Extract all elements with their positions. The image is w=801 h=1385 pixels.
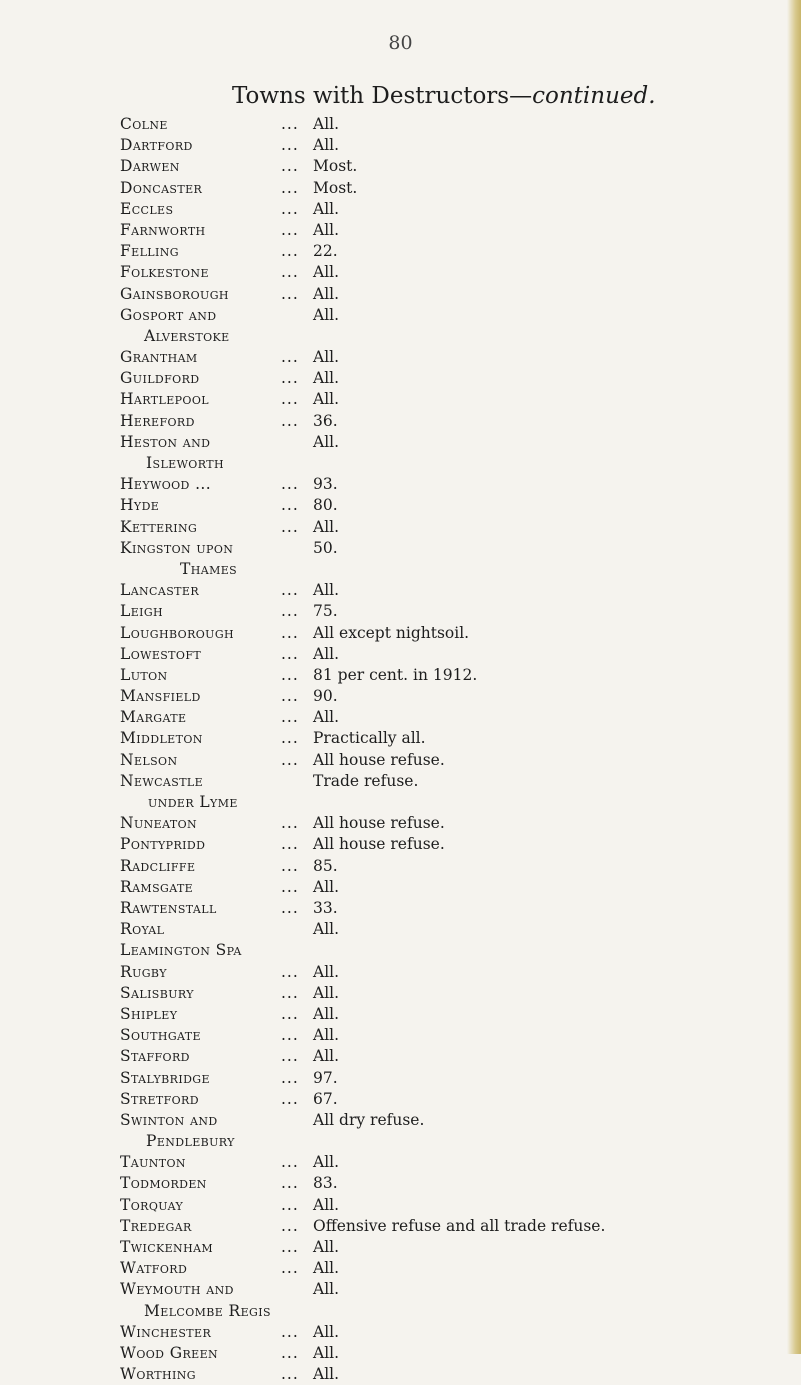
leader-dots: ... <box>281 475 299 494</box>
refuse-value: 90. <box>313 687 338 706</box>
town-name: Nuneaton <box>120 814 198 833</box>
town-name: Darwen <box>120 157 180 176</box>
list-item <box>0 135 801 156</box>
refuse-value: All. <box>313 1365 340 1384</box>
leader-dots: ... <box>281 1047 299 1066</box>
leader-dots: ... <box>281 581 299 600</box>
list-item <box>0 771 801 813</box>
list-item <box>0 220 801 241</box>
town-name: Felling <box>120 242 179 261</box>
town-name: Leigh <box>120 602 164 621</box>
refuse-value: All. <box>313 1026 340 1045</box>
town-name: Stretford <box>120 1089 199 1108</box>
leader-dots: ... <box>281 220 299 239</box>
list-item <box>0 1258 801 1279</box>
town-name: Weymouth and <box>120 1280 234 1299</box>
leader-dots: ... <box>281 1238 299 1257</box>
town-name: Heywood ... <box>120 475 212 494</box>
leader-dots: ... <box>281 1322 299 1341</box>
town-name: Royal <box>120 920 165 939</box>
town-name: Heston and <box>120 432 211 451</box>
refuse-value: 36. <box>313 411 338 430</box>
leader-dots: ... <box>281 856 299 875</box>
heading-italic: continued. <box>532 83 656 109</box>
town-name: Wood Green <box>120 1343 219 1362</box>
refuse-value: All. <box>313 708 340 727</box>
leader-dots: ... <box>281 242 299 261</box>
town-name: Hereford <box>120 411 195 430</box>
list-item <box>0 962 801 983</box>
leader-dots: ... <box>281 369 299 388</box>
leader-dots: ... <box>281 835 299 854</box>
refuse-value: 22. <box>313 242 338 261</box>
heading-text: Towns with Destructors— <box>232 83 533 109</box>
refuse-value: All. <box>313 581 340 600</box>
leader-dots: ... <box>281 496 299 515</box>
town-name: Lancaster <box>120 581 200 600</box>
town-name: Lowestoft <box>120 644 202 663</box>
town-name: Luton <box>120 665 168 684</box>
refuse-value: All. <box>313 1153 340 1172</box>
town-name: Rugby <box>120 962 167 981</box>
list-item <box>0 199 801 220</box>
page-heading <box>232 83 656 109</box>
refuse-value: Offensive refuse and all trade refuse. <box>313 1216 606 1235</box>
list-item <box>0 601 801 622</box>
town-name: Stafford <box>120 1047 190 1066</box>
town-name: Nelson <box>120 750 178 769</box>
refuse-value: 97. <box>313 1068 338 1087</box>
refuse-value: 81 per cent. in 1912. <box>313 665 478 684</box>
list-item <box>0 389 801 410</box>
list-item <box>0 114 801 135</box>
list-item <box>0 368 801 389</box>
leader-dots: ... <box>281 517 299 536</box>
leader-dots: ... <box>281 199 299 218</box>
page-edge <box>787 0 801 1354</box>
town-name: Stalybridge <box>120 1068 210 1087</box>
list-item <box>0 305 801 347</box>
town-name: Colne <box>120 115 168 133</box>
list-item <box>0 1089 801 1110</box>
town-name: Shipley <box>120 1004 178 1023</box>
town-name: Kingston upon <box>120 538 234 557</box>
leader-dots: ... <box>281 136 299 155</box>
list-item <box>0 1152 801 1173</box>
leader-dots: ... <box>281 1365 299 1384</box>
leader-dots: ... <box>281 411 299 430</box>
refuse-value: All house refuse. <box>313 835 445 854</box>
refuse-value: All. <box>313 644 340 663</box>
leader-dots: ... <box>281 602 299 621</box>
refuse-value: All. <box>313 517 340 536</box>
list-item <box>0 1004 801 1025</box>
refuse-value: All. <box>313 115 340 133</box>
leader-dots: ... <box>281 263 299 282</box>
list-item <box>0 919 801 961</box>
refuse-value: 80. <box>313 496 338 515</box>
leader-dots: ... <box>281 665 299 684</box>
town-name-continued: Leamington Spa <box>120 941 242 960</box>
leader-dots: ... <box>281 644 299 663</box>
list-item <box>0 411 801 432</box>
leader-dots: ... <box>281 1153 299 1172</box>
leader-dots: ... <box>281 1089 299 1108</box>
town-name: Torquay <box>120 1195 184 1214</box>
list-item <box>0 178 801 199</box>
town-name: Ramsgate <box>120 877 194 896</box>
list-item <box>0 898 801 919</box>
refuse-value: 93. <box>313 475 338 494</box>
town-name: Guildford <box>120 369 200 388</box>
town-name: Gosport and <box>120 305 217 324</box>
town-name: Folkestone <box>120 263 209 282</box>
leader-dots: ... <box>281 623 299 642</box>
town-name: Doncaster <box>120 178 203 197</box>
town-name: Gainsborough <box>120 284 229 303</box>
refuse-value: All. <box>313 348 340 367</box>
town-name-continued: Melcombe Regis <box>144 1301 271 1320</box>
refuse-value: All. <box>313 1322 340 1341</box>
refuse-value: All dry refuse. <box>313 1110 425 1129</box>
list-item <box>0 1110 801 1152</box>
refuse-value: 85. <box>313 856 338 875</box>
town-name: Salisbury <box>120 983 194 1002</box>
refuse-value: 50. <box>313 538 338 557</box>
list-item <box>0 623 801 644</box>
leader-dots: ... <box>281 115 299 133</box>
leader-dots: ... <box>281 1068 299 1087</box>
list-item <box>0 156 801 177</box>
town-name: Grantham <box>120 348 198 367</box>
list-item <box>0 517 801 538</box>
refuse-value: All. <box>313 284 340 303</box>
list-item <box>0 241 801 262</box>
refuse-value: All. <box>313 220 340 239</box>
refuse-value: Most. <box>313 157 358 176</box>
list-item <box>0 856 801 877</box>
town-name-continued: under Lyme <box>148 793 238 812</box>
leader-dots: ... <box>281 962 299 981</box>
list-item <box>0 1046 801 1067</box>
list-item <box>0 813 801 834</box>
list-item <box>0 538 801 580</box>
leader-dots: ... <box>281 178 299 197</box>
leader-dots: ... <box>281 348 299 367</box>
town-name: Hyde <box>120 496 160 515</box>
list-item <box>0 750 801 771</box>
refuse-value: All. <box>313 369 340 388</box>
list-item <box>0 474 801 495</box>
list-item <box>0 686 801 707</box>
town-name: Tredegar <box>120 1216 192 1235</box>
refuse-value: All house refuse. <box>313 750 445 769</box>
list-item <box>0 284 801 305</box>
leader-dots: ... <box>281 708 299 727</box>
list-item <box>0 262 801 283</box>
leader-dots: ... <box>281 750 299 769</box>
town-name: Winchester <box>120 1322 212 1341</box>
leader-dots: ... <box>281 1026 299 1045</box>
list-item <box>0 834 801 855</box>
refuse-value: 83. <box>313 1174 338 1193</box>
town-list <box>0 114 801 1385</box>
leader-dots: ... <box>281 284 299 303</box>
leader-dots: ... <box>281 814 299 833</box>
leader-dots: ... <box>281 1216 299 1235</box>
refuse-value: All. <box>313 920 340 939</box>
leader-dots: ... <box>281 1343 299 1362</box>
refuse-value: All. <box>313 1280 340 1299</box>
leader-dots: ... <box>281 899 299 917</box>
list-item <box>0 1216 801 1237</box>
refuse-value: All. <box>313 432 340 451</box>
town-name: Taunton <box>120 1153 186 1172</box>
refuse-value: All. <box>313 136 340 155</box>
list-item <box>0 1322 801 1343</box>
town-name: Twickenham <box>120 1238 214 1257</box>
town-name: Kettering <box>120 517 198 536</box>
list-item <box>0 432 801 474</box>
refuse-value: Practically all. <box>313 729 426 748</box>
list-item <box>0 665 801 686</box>
town-name: Hartlepool <box>120 390 209 409</box>
list-item <box>0 1173 801 1194</box>
refuse-value: Trade refuse. <box>313 771 419 790</box>
list-item <box>0 1279 801 1321</box>
town-name: Rawtenstall <box>120 899 217 917</box>
refuse-value: 33. <box>313 899 338 917</box>
town-name: Middleton <box>120 729 203 748</box>
refuse-value: All except nightsoil. <box>313 623 470 642</box>
town-name: Eccles <box>120 199 174 218</box>
refuse-value: 75. <box>313 602 338 621</box>
list-item <box>0 1364 801 1385</box>
refuse-value: All house refuse. <box>313 814 445 833</box>
refuse-value: All. <box>313 199 340 218</box>
list-item <box>0 728 801 749</box>
leader-dots: ... <box>281 729 299 748</box>
refuse-value: All. <box>313 1238 340 1257</box>
refuse-value: All. <box>313 1259 340 1278</box>
town-name: Margate <box>120 708 187 727</box>
town-name-continued: Alverstoke <box>144 326 230 345</box>
town-name: Swinton and <box>120 1110 218 1129</box>
town-name: Worthing <box>120 1365 196 1384</box>
town-name-continued: Isleworth <box>146 454 224 473</box>
list-item <box>0 707 801 728</box>
town-name: Farnworth <box>120 220 206 239</box>
refuse-value: All. <box>313 1047 340 1066</box>
town-name: Southgate <box>120 1026 201 1045</box>
town-name: Watford <box>120 1259 188 1278</box>
refuse-value: All. <box>313 877 340 896</box>
town-name: Dartford <box>120 136 193 155</box>
leader-dots: ... <box>281 390 299 409</box>
leader-dots: ... <box>281 1195 299 1214</box>
refuse-value: All. <box>313 962 340 981</box>
list-item <box>0 1025 801 1046</box>
refuse-value: All. <box>313 1343 340 1362</box>
list-item <box>0 1195 801 1216</box>
leader-dots: ... <box>281 687 299 706</box>
town-name: Radcliffe <box>120 856 196 875</box>
refuse-value: All. <box>313 263 340 282</box>
town-name-continued: Thames <box>180 559 238 578</box>
leader-dots: ... <box>281 1174 299 1193</box>
town-name: Todmorden <box>120 1174 207 1193</box>
leader-dots: ... <box>281 983 299 1002</box>
refuse-value: All. <box>313 983 340 1002</box>
refuse-value: All. <box>313 1004 340 1023</box>
list-item <box>0 644 801 665</box>
leader-dots: ... <box>281 877 299 896</box>
leader-dots: ... <box>281 1004 299 1023</box>
town-name: Mansfield <box>120 687 201 706</box>
refuse-value: Most. <box>313 178 358 197</box>
list-item <box>0 495 801 516</box>
list-item <box>0 580 801 601</box>
town-name: Newcastle <box>120 771 204 790</box>
town-name: Loughborough <box>120 623 235 642</box>
refuse-value: All. <box>313 1195 340 1214</box>
list-item <box>0 983 801 1004</box>
leader-dots: ... <box>281 1259 299 1278</box>
list-item <box>0 347 801 368</box>
refuse-value: All. <box>313 390 340 409</box>
page-number: 80 <box>388 32 413 54</box>
leader-dots: ... <box>281 157 299 176</box>
list-item <box>0 1237 801 1258</box>
list-item <box>0 1068 801 1089</box>
refuse-value: All. <box>313 305 340 324</box>
refuse-value: 67. <box>313 1089 338 1108</box>
list-item <box>0 877 801 898</box>
town-name: Pontypridd <box>120 835 206 854</box>
town-name-continued: Pendlebury <box>146 1132 235 1151</box>
